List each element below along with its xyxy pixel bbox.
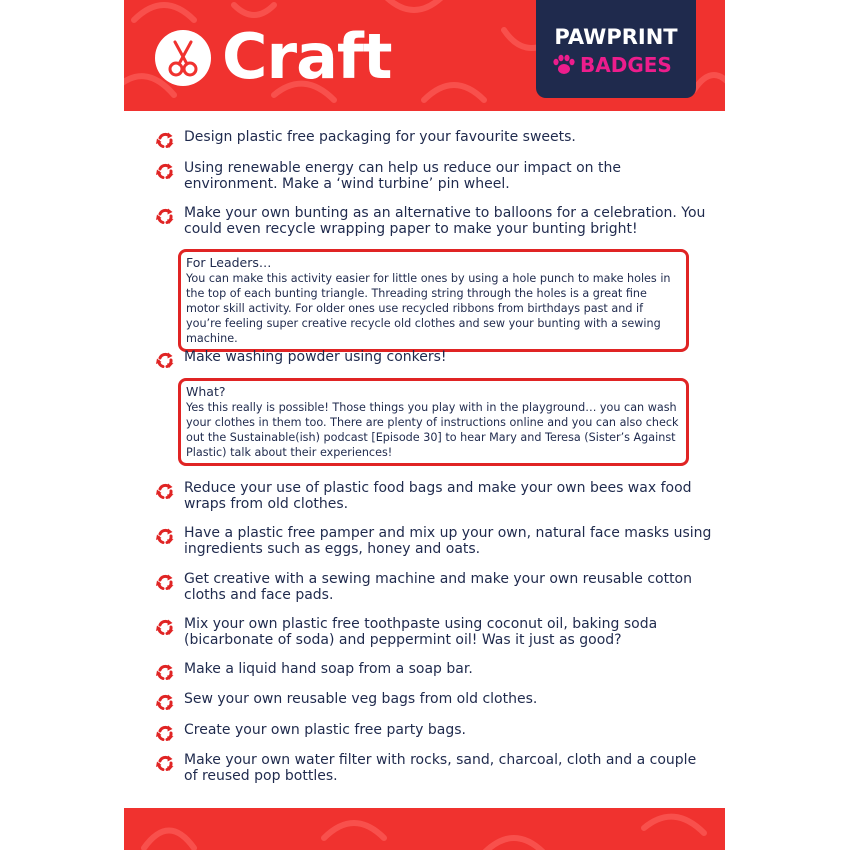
recycle-pattern-decoration: [124, 808, 725, 850]
paw-icon: [552, 54, 576, 76]
list-item-text: Make a liquid hand soap from a soap bar.: [184, 661, 473, 677]
recycle-icon: [154, 617, 176, 639]
recycle-icon: [154, 206, 176, 228]
recycle-icon: [154, 753, 176, 775]
list-item-text: Reduce your use of plastic food bags and make your own bees wax food wraps from old clothes.: [184, 480, 692, 512]
header-banner: [124, 0, 725, 111]
what-box: [178, 378, 689, 466]
list-item-text: Make your own water filter with rocks, sand, charcoal, cloth and a couple of reused pop bottles.: [184, 752, 697, 784]
box-title: What?: [186, 384, 226, 399]
for-leaders-box: [178, 249, 689, 352]
list-item-text: Sew your own reusable veg bags from old clothes.: [184, 691, 538, 707]
list-item-text: Mix your own plastic free toothpaste using coconut oil, baking soda (bicarbonate of soda) and peppermint oil! Was it just as good?: [184, 616, 658, 648]
footer-banner: [124, 808, 725, 850]
recycle-icon: [154, 526, 176, 548]
list-item-text: Get creative with a sewing machine and make your own reusable cotton cloths and face pads.: [184, 571, 692, 603]
recycle-icon: [154, 723, 176, 745]
list-item-text: Make washing powder using conkers!: [184, 349, 447, 365]
logo-text-pawprint: PAWPRINT: [554, 25, 678, 49]
scissors-icon: [155, 30, 211, 86]
craft-activity-sheet: [124, 0, 725, 850]
recycle-icon: [154, 161, 176, 183]
list-item-text: Make your own bunting as an alternative to balloons for a celebration. You could even recycle wrapping paper to make your bunting bright!: [184, 205, 706, 237]
page-title: Craft: [222, 20, 392, 93]
list-item-text: Create your own plastic free party bags.: [184, 722, 467, 738]
recycle-icon: [154, 662, 176, 684]
list-item-text: Have a plastic free pamper and mix up your own, natural face masks using ingredients such as eggs, honey and oats.: [184, 525, 712, 557]
logo-text-badges: BADGES: [580, 53, 672, 77]
box-body: You can make this activity easier for little ones by using a hole punch to make holes in the top of each bunting triangle. Threading string through the holes is a great fine motor skill activity. For older ones use recycled ribbons from birthdays past and if you’re feeling super creative recycle old clothes and sew your bunting with a sewing machine.: [186, 271, 671, 345]
box-body: Yes this really is possible! Those things you play with in the playground… you can wash your clothes in them too. There are plenty of instructions online and you can also check out the Sustainable(ish) podcast [Episode 30] to hear Mary and Teresa (Sister’s Against Plastic) talk about their experiences!: [186, 400, 679, 459]
list-item-text: Design plastic free packaging for your favourite sweets.: [184, 129, 576, 145]
recycle-icon: [154, 572, 176, 594]
recycle-icon: [154, 481, 176, 503]
list-item-text: Using renewable energy can help us reduce our impact on the environment. Make a ‘wind turbine’ pin wheel.: [184, 160, 621, 192]
recycle-icon: [154, 130, 176, 152]
box-title: For Leaders…: [186, 255, 272, 270]
craft-logo-circle: [155, 30, 211, 86]
recycle-icon: [154, 692, 176, 714]
recycle-icon: [154, 350, 176, 372]
pawprint-badges-logo: [536, 0, 696, 98]
